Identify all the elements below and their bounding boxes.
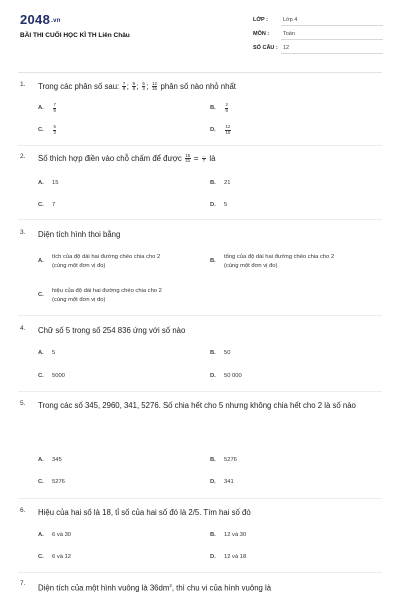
fraction: $\frac{12}{15}$ [152,80,157,92]
equals-sign: = [193,154,199,163]
question-text [38,153,382,164]
exam-title: BÀI THI CUỐI HỌC KÌ TH Liên Châu [20,32,130,39]
question-separator [18,219,382,220]
meta-count-line [281,53,383,54]
fraction: $\frac{15}{21}$ [185,152,191,164]
meta-subject-line [281,39,383,40]
site-logo[interactable] [20,12,61,27]
exam-page: 2048.vn BÀI THI CUỐI HỌC KÌ TH Liên Châu LỚP : Lớp 4 MÔN : Toán SỐ CÂU : 12 1. Trong các phân số sau: $\frac{7}{8}$ ; $\frac{9}{8}$ ; $\frac{5}{3}$ ; $\frac{12}{15}$ phân số nào nhỏ nhất A. $\frac{7}{8}$ B. $\frac{2}{8}$ C. $\frac{5}{3}$ D. $\frac{12}{15}$ 2. Số thích hợp điền vào chỗ chấm để được $\frac{15}{21}$ = $\frac{...}{7}$ là A. 15 B. 21 C. 7 D. 5 3. Diện tích hình thoi bằng A. tích của độ dài hai đường chéo chia cho 2 (cùng một đơn vị đo) B. tổng của độ dài hai đường chéo chia cho 2 (cùng một đơn vị đo) C. hiệu của độ dài hai đường chéo chia cho 2 (cùng một đơn vị đo) 4. Chữ số 5 trong số 254 836 ứng với số nào A. 5 B. 50 C. 5000 D. 50 000 5. Trong các số 345, 2960, 341, 5276. Số chia hết cho 5 nhưng không chia hết cho 2 là số nào A. 345 B. 5276 C. 5276 D. 341 6. Hiệu của hai số là 18, tỉ số của hai số đó là 2/5. Tìm hai số đó A. 6 và 30 B. 12 và 30 C. 6 và 12 D. 12 và 18 7. Diện tích của một hình vuông là $36dm^2$, thì chu vi của hình vuông là [0,0,400,600]
question-number: 3. [20,229,26,236]
meta-class-line [281,25,383,26]
question-text: Chữ số 5 trong số 254 836 ứng với số nào [38,326,186,335]
fraction: $\frac{2}{8}$ [225,102,228,113]
question-separator [18,498,382,499]
fraction: $\frac{12}{15}$ [225,124,231,135]
fraction: $\frac{9}{8}$ [132,80,135,92]
question-text [38,580,382,594]
question-separator [18,572,382,573]
question-text-after: phân số nào nhỏ nhất [160,82,236,91]
question-text-before: Số thích hợp điền vào chỗ chấm để được [38,154,182,163]
question-text-before: Trong các phân số sau: [38,82,120,91]
meta-subject [253,31,383,41]
question-number: 1. [20,81,26,88]
question-number: 2. [20,153,26,160]
question-separator [18,391,382,392]
exam-header [0,0,400,70]
fraction: $\frac{7}{8}$ [53,102,56,113]
question-number: 7. [20,580,26,587]
fraction: $\frac{7}{8}$ [122,80,126,92]
header-divider [18,72,382,73]
superscript: 2 [169,583,172,588]
question-text: Trong các phân số sau: $\frac{7}{8}$ ; $\frac{9}{8}$ ; $\frac{5}{3}$ ; $\frac{12}{15}$ phân số nào nhỏ nhất [38,80,236,92]
question-text: Hiệu của hai số là 18, tỉ số của hai số đó là 2/5. Tìm hai số đó [38,508,251,517]
question-text-before: Diện tích của một hình vuông là 36dm [38,583,170,593]
question-separator [18,145,382,146]
question-text-after: là [209,154,216,163]
fraction: $\frac{...}{7}$ [202,152,206,164]
meta-count [253,45,383,55]
meta-count-label: SỐ CÂU : [253,45,278,51]
question-separator [18,315,382,316]
meta-subject-label: MÔN : [253,31,270,37]
meta-count-value: 12 [283,45,290,51]
logo-number: 2048 [20,12,51,27]
question-number: 5. [20,400,26,407]
question-number: 4. [20,325,26,332]
question-number: 6. [20,507,26,514]
logo-suffix: .vn [51,18,61,24]
fraction: $\frac{5}{3}$ [142,80,145,92]
fraction: $\frac{5}{3}$ [53,124,56,135]
meta-subject-value: Toán [283,31,295,37]
meta-class-value: Lớp 4 [283,17,298,23]
question-text-after: , thì chu vi của hình vuông là [171,583,272,593]
meta-class-label: LỚP : [253,17,268,23]
question-text: Diện tích hình thoi bằng [38,230,121,239]
meta-class [253,17,383,27]
question-text: Trong các số 345, 2960, 341, 5276. Số chia hết cho 5 nhưng không chia hết cho 2 là số nào [38,401,356,410]
